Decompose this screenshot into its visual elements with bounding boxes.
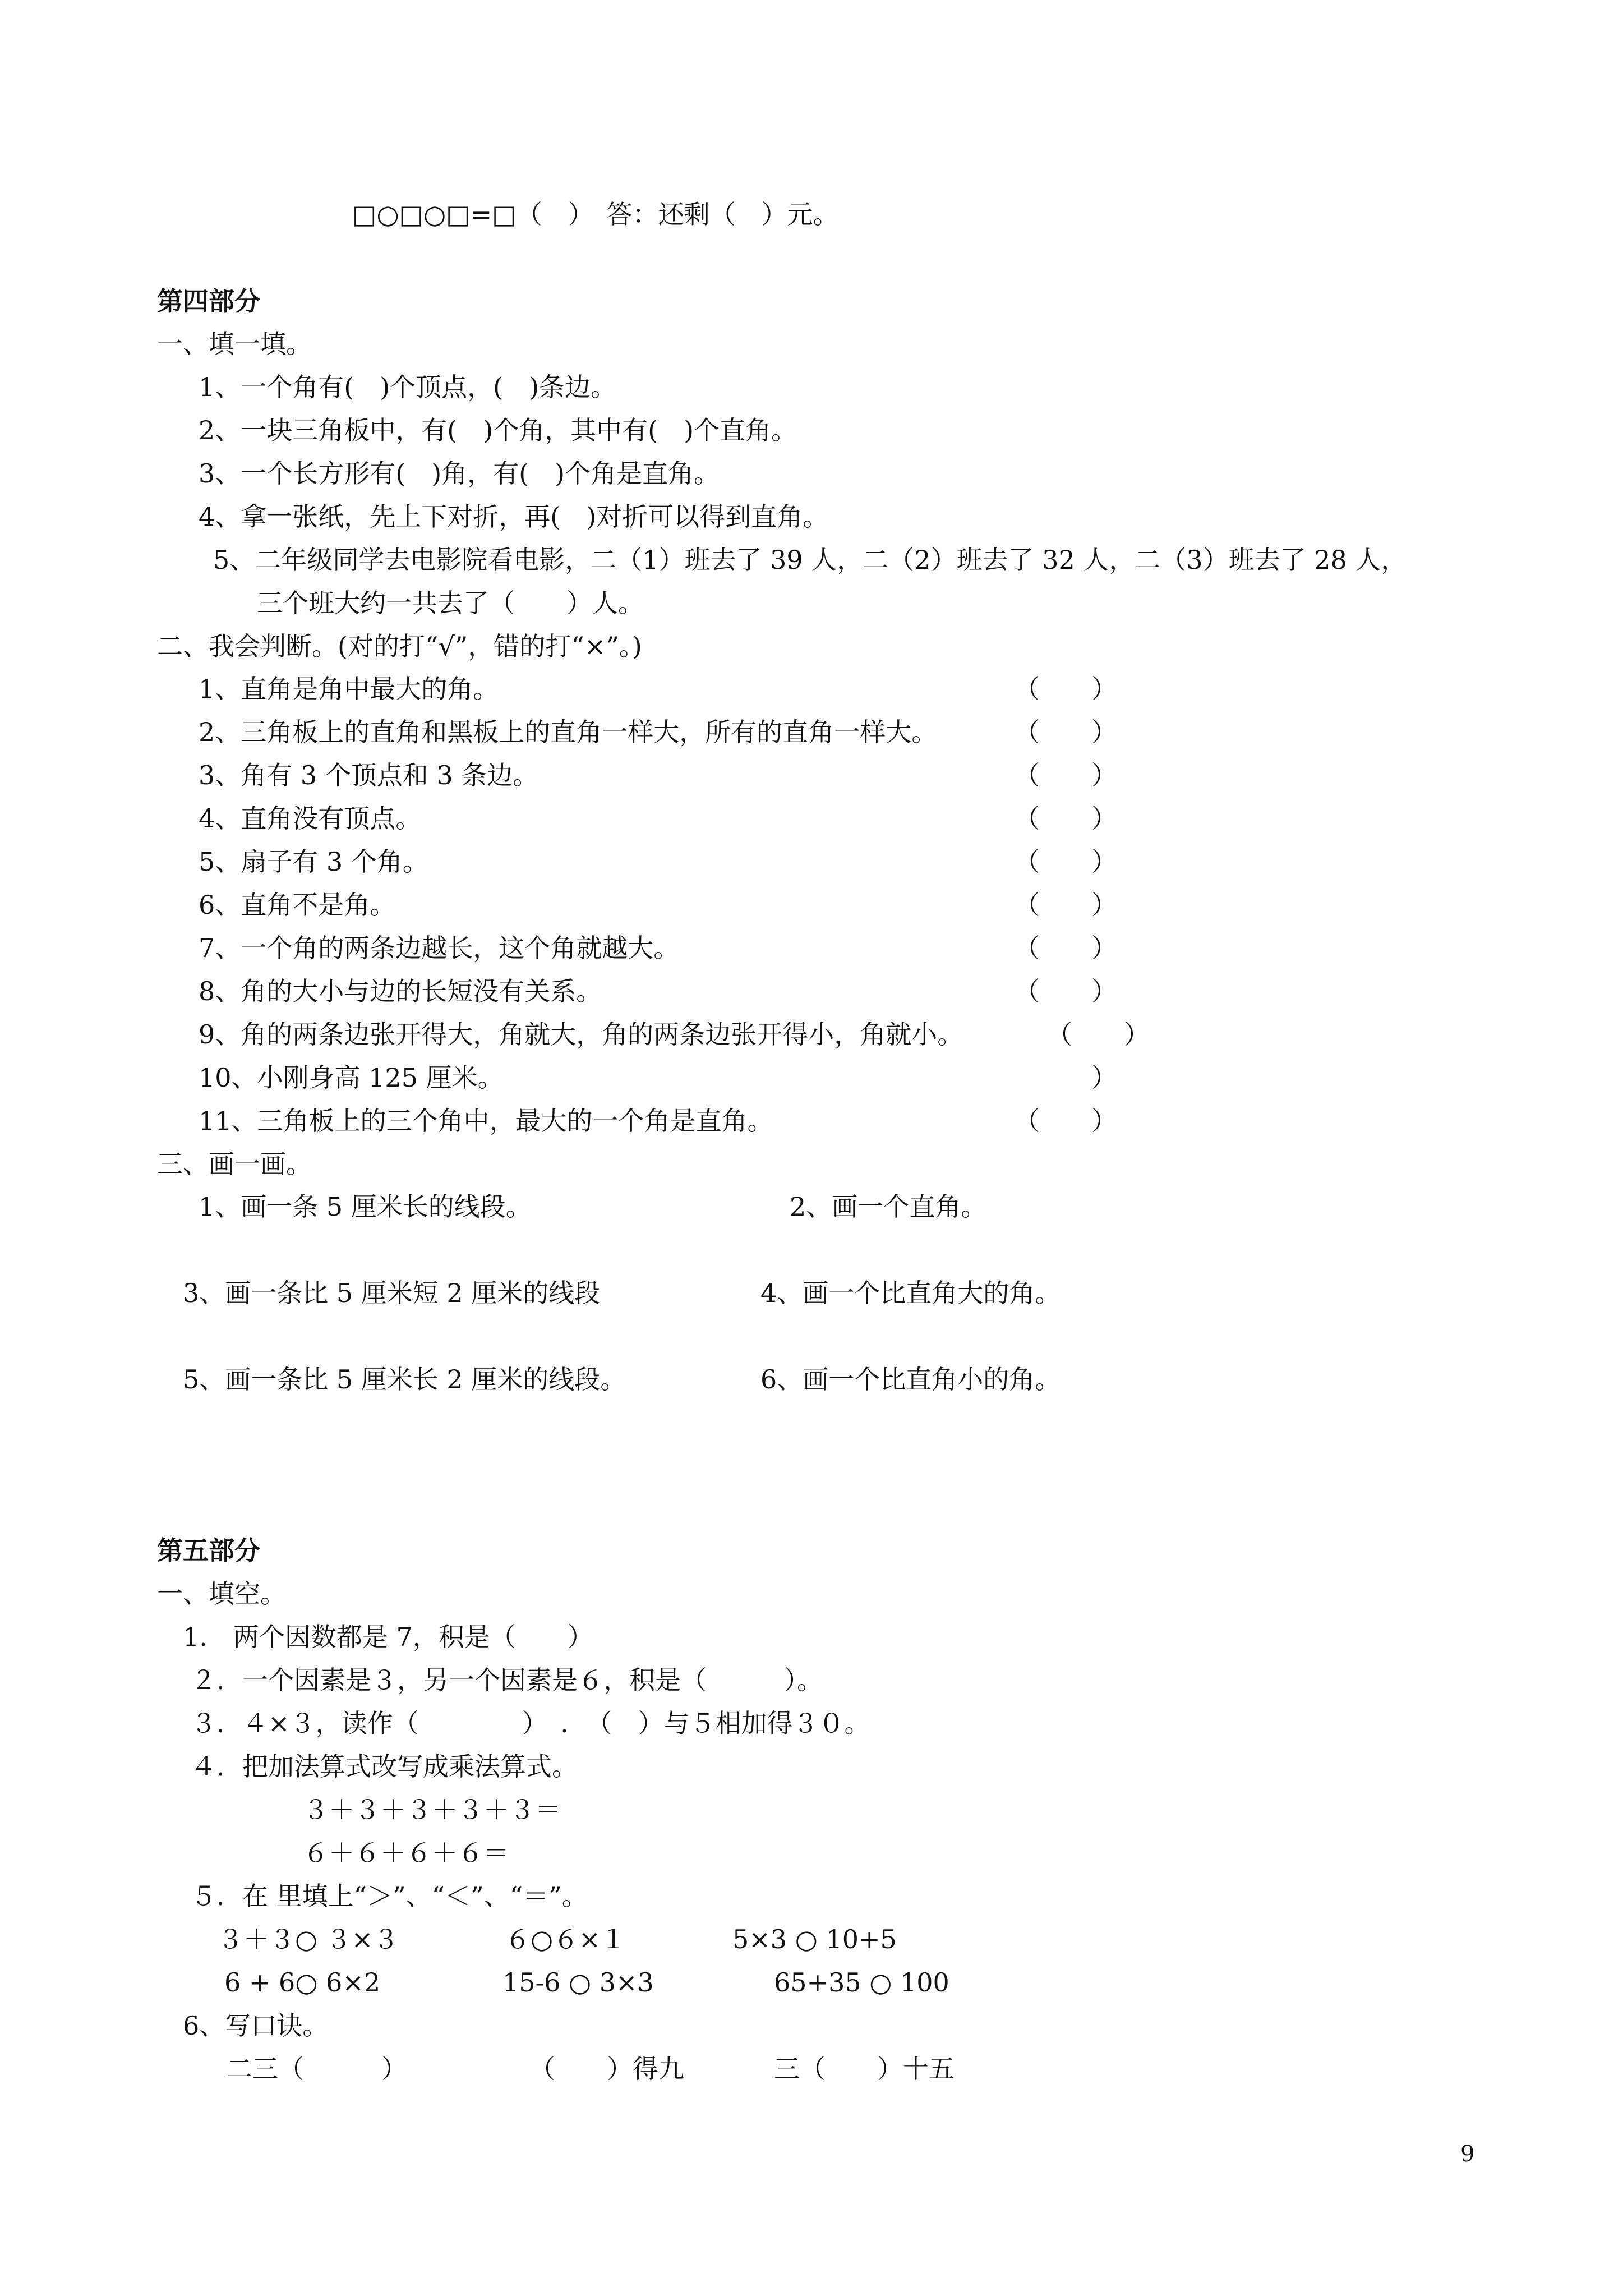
blank-item-3: ３．４×３，读作（ ） ． （ ）与５相加得３０。: [191, 1708, 870, 1738]
draw-item-2: 2、画一个直角。: [790, 1191, 987, 1222]
compare-2-2: 15-6 ○ 3×3: [502, 1967, 654, 1998]
judge-answer-1[interactable]: （ ）: [1014, 674, 1117, 704]
blank-item-4: ４．把加法算式改写成乘法算式。: [191, 1751, 578, 1782]
blank-item-6: 6、写口诀。: [183, 2010, 329, 2041]
koujue-3: 三（ ）十五: [774, 2054, 955, 2084]
judge-item-4: 4、直角没有顶点。: [199, 803, 422, 834]
page-number: 9: [1460, 2141, 1475, 2167]
blank-item-1: 1. 两个因数都是 7，积是（ ）: [183, 1622, 593, 1652]
part4-s2-heading: 二、我会判断。(对的打“√”，错的打“×”。): [157, 631, 642, 661]
fill-item-4: 4、拿一张纸，先上下对折，再( )对折可以得到直角。: [199, 501, 829, 532]
judge-answer-5[interactable]: （ ）: [1014, 846, 1117, 877]
blank-item-5: ５．在 里填上“＞”、“＜”、“＝”。: [191, 1881, 588, 1911]
judge-answer-2[interactable]: （ ）: [1014, 717, 1117, 747]
fill-item-5: 5、二年级同学去电影院看电影，二（1）班去了 39 人，二（2）班去了 32 人，二（3）班去了 28 人，: [213, 545, 1407, 575]
judge-item-6: 6、直角不是角。: [199, 890, 396, 920]
judge-item-10: 10、小刚身高 125 厘米。: [199, 1062, 504, 1093]
judge-item-2: 2、三角板上的直角和黑板上的直角一样大，所有的直角一样大。: [199, 717, 938, 747]
compare-2-1: 6 + 6○ 6×2: [224, 1967, 381, 1998]
part4-title: 第四部分: [157, 286, 260, 316]
judge-answer-11[interactable]: （ ）: [1014, 1106, 1117, 1136]
fill-item-1: 1、一个角有( )个顶点，( )条边。: [199, 372, 617, 402]
judge-item-3: 3、角有 3 个顶点和 3 条边。: [199, 760, 539, 790]
judge-answer-6[interactable]: （ ）: [1014, 890, 1117, 920]
koujue-2: （ ）得九: [529, 2054, 684, 2084]
blank-item-2: ２．一个因素是３，另一个因素是６，积是（ ）。: [191, 1665, 823, 1695]
draw-item-5: 5、画一条比 5 厘米长 2 厘米的线段。: [183, 1364, 626, 1395]
judge-item-5: 5、扇子有 3 个角。: [199, 846, 428, 877]
judge-item-7: 7、一个角的两条边越长，这个角就越大。: [199, 933, 680, 963]
compare-1-2: ６○６×１: [505, 1924, 626, 1954]
compare-1-1: ３＋３○ ３×３: [218, 1924, 399, 1954]
compare-2-3: 65+35 ○ 100: [774, 1967, 949, 1998]
judge-item-11: 11、三角板上的三个角中，最大的一个角是直角。: [199, 1106, 773, 1136]
judge-item-9: 9、角的两条边张开得大，角就大，角的两条边张开得小，角就小。: [199, 1019, 963, 1050]
draw-item-4: 4、画一个比直角大的角。: [760, 1278, 1061, 1308]
fill-item-5-cont: 三个班大约一共去了（ ）人。: [257, 588, 644, 618]
fill-item-2: 2、一块三角板中，有( )个角，其中有( )个直角。: [199, 415, 797, 445]
judge-answer-3[interactable]: （ ）: [1014, 760, 1117, 790]
judge-item-1: 1、直角是角中最大的角。: [199, 674, 499, 704]
fill-item-3: 3、一个长方形有( )角，有( )个角是直角。: [199, 458, 720, 489]
add-expr-1: ３＋３＋３＋３＋３＝: [303, 1795, 561, 1825]
part4-s3-heading: 三、画一画。: [157, 1149, 312, 1179]
top-formula: □○□○□=□（ ） 答：还剩（ ）元。: [352, 199, 839, 229]
draw-item-3: 3、画一条比 5 厘米短 2 厘米的线段: [183, 1278, 601, 1308]
judge-answer-4[interactable]: （ ）: [1014, 803, 1117, 834]
draw-item-1: 1、画一条 5 厘米长的线段。: [199, 1191, 532, 1222]
judge-answer-9[interactable]: （ ）: [1046, 1019, 1150, 1050]
add-expr-2: ６＋６＋６＋６＝: [303, 1838, 509, 1868]
part5-title: 第五部分: [157, 1535, 260, 1566]
judge-item-8: 8、角的大小与边的长短没有关系。: [199, 976, 602, 1006]
judge-answer-10[interactable]: ）: [1040, 1062, 1117, 1093]
draw-item-6: 6、画一个比直角小的角。: [760, 1364, 1061, 1395]
koujue-1: 二三（ ）: [227, 2054, 407, 2084]
compare-1-3: 5×3 ○ 10+5: [732, 1924, 897, 1954]
part5-s1-heading: 一、填空。: [157, 1579, 286, 1609]
judge-answer-7[interactable]: （ ）: [1014, 933, 1117, 963]
judge-answer-8[interactable]: （ ）: [1014, 976, 1117, 1006]
part4-s1-heading: 一、填一填。: [157, 329, 312, 359]
